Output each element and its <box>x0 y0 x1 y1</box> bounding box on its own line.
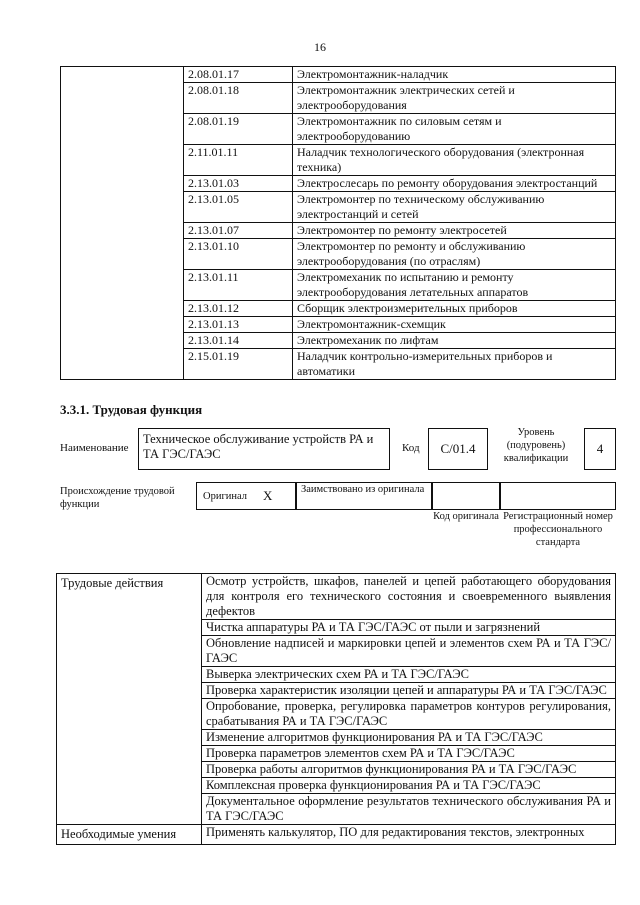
professions-table <box>60 66 616 380</box>
profession-code: 2.13.01.03 <box>184 176 293 192</box>
original-mark: X <box>263 488 273 503</box>
table-row <box>57 825 616 845</box>
original-code-cell <box>432 482 500 510</box>
reg-number-cell <box>500 482 616 510</box>
labor-action-item: Проверка работы алгоритмов функционирования РА и ТА ГЭС/ГАЭС <box>202 762 616 778</box>
profession-code: 2.13.01.13 <box>184 317 293 333</box>
qualification-level-label: Уровень (подуровень) квалификации <box>503 427 569 464</box>
profession-code: 2.13.01.11 <box>184 270 293 301</box>
reg-number-label: Регистрационный номер профессионального стандарта <box>503 511 613 548</box>
labor-action-item: Проверка характеристик изоляции цепей и аппаратуры РА и ТА ГЭС/ГАЭС <box>202 683 616 699</box>
qualification-level-value: 4 <box>584 428 616 470</box>
labor-action-item: Обновление надписей и маркировки цепей и элементов схем РА и ТА ГЭС/ГАЭС <box>202 636 616 667</box>
labor-action-item: Изменение алгоритмов функционирования РА и ТА ГЭС/ГАЭС <box>202 730 616 746</box>
profession-name: Наладчик технологического оборудования (электронная техника) <box>293 145 616 176</box>
labor-actions-table <box>56 573 616 845</box>
profession-code: 2.13.01.07 <box>184 223 293 239</box>
profession-name: Электрослесарь по ремонту оборудования электростанций <box>293 176 616 192</box>
profession-name: Электромонтажник-схемщик <box>293 317 616 333</box>
origin-label: Происхождение трудовой функции <box>60 486 175 510</box>
name-label: Наименование <box>60 442 129 454</box>
skill-item: Применять калькулятор, ПО для редактирования текстов, электронных <box>202 825 616 845</box>
profession-name: Электромонтажник по силовым сетям и электрооборудованию <box>293 114 616 145</box>
profession-code: 2.08.01.17 <box>184 67 293 83</box>
function-code-value: С/01.4 <box>428 428 488 470</box>
table-row <box>61 67 616 83</box>
borrowed-label: Заимствовано из оригинала <box>296 482 432 510</box>
function-name-value: Техническое обслуживание устройств РА и ТА ГЭС/ГАЭС <box>138 428 390 470</box>
labor-actions-label: Трудовые действия <box>57 574 202 825</box>
table-row <box>57 574 616 620</box>
profession-name: Наладчик контрольно-измерительных приборов и автоматики <box>293 349 616 380</box>
labor-action-item: Комплексная проверка функционирования РА и ТА ГЭС/ГАЭС <box>202 778 616 794</box>
profession-code: 2.15.01.19 <box>184 349 293 380</box>
profession-code: 2.11.01.11 <box>184 145 293 176</box>
profession-name: Электромонтажник электрических сетей и электрооборудования <box>293 83 616 114</box>
labor-action-item: Осмотр устройств, шкафов, панелей и цепей работающего оборудования для контроля его технического состояния и своевременного выявления дефектов <box>202 574 616 620</box>
section-title: 3.3.1. Трудовая функция <box>60 402 203 417</box>
origin-original-cell <box>196 482 296 510</box>
profession-name: Электромеханик по испытанию и ремонту электрооборудования летательных аппаратов <box>293 270 616 301</box>
labor-action-item: Проверка параметров элементов схем РА и ТА ГЭС/ГАЭС <box>202 746 616 762</box>
labor-action-item: Документальное оформление результатов технического обслуживания РА и ТА ГЭС/ГАЭС <box>202 794 616 825</box>
page-number: 16 <box>314 40 326 54</box>
profession-code: 2.13.01.10 <box>184 239 293 270</box>
labor-action-item: Выверка электрических схем РА и ТА ГЭС/ГАЭС <box>202 667 616 683</box>
profession-name: Электромонтажник-наладчик <box>293 67 616 83</box>
profession-name: Электромонтер по ремонту и обслуживанию электрооборудования (по отраслям) <box>293 239 616 270</box>
labor-action-item: Чистка аппаратуры РА и ТА ГЭС/ГАЭС от пыли и загрязнений <box>202 620 616 636</box>
labor-action-item: Опробование, проверка, регулировка параметров контуров регулирования, срабатывания РА и ТА ГЭС/ГАЭС <box>202 699 616 730</box>
profession-code: 2.13.01.05 <box>184 192 293 223</box>
skills-label: Необходимые умения <box>57 825 202 845</box>
profession-name: Электромонтер по ремонту электросетей <box>293 223 616 239</box>
profession-name: Электромеханик по лифтам <box>293 333 616 349</box>
empty-cell <box>61 67 184 380</box>
code-label: Код <box>402 442 420 454</box>
profession-code: 2.08.01.19 <box>184 114 293 145</box>
code-original-label: Код оригинала <box>433 511 499 522</box>
profession-code: 2.08.01.18 <box>184 83 293 114</box>
original-label: Оригинал <box>203 491 247 502</box>
profession-name: Сборщик электроизмерительных приборов <box>293 301 616 317</box>
profession-name: Электромонтер по техническому обслуживанию электростанций и сетей <box>293 192 616 223</box>
profession-code: 2.13.01.12 <box>184 301 293 317</box>
profession-code: 2.13.01.14 <box>184 333 293 349</box>
